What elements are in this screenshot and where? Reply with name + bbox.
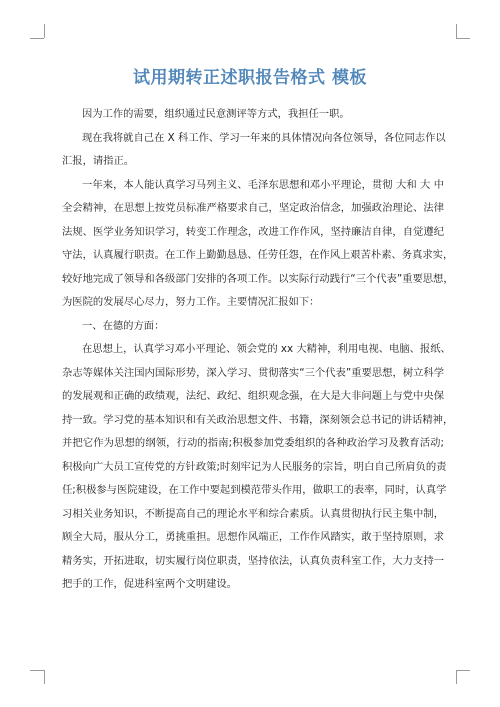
paragraph-line: 精务实，开拓进取，切实履行岗位职责，坚持依法，认真负责科室工作，大力支持一 — [62, 554, 444, 567]
paragraph-line: 守法，认真履行职责。在工作上勤勤恳恳、任劳任怨，在作风上艰苦朴素、务真求实， — [62, 249, 454, 261]
paragraph-line: 顾全大局，服从分工，勇挑重担。思想作风端正，工作作风踏实，敢于坚持原则，求 — [62, 531, 444, 543]
paragraph-line: 在思想上，认真学习邓小平理论、领会党的 xx 大精神，利用电视、电脑、报纸、 — [82, 343, 451, 355]
paragraph — [62, 338, 454, 597]
paragraph-line: 汇报，请指正。 — [62, 155, 135, 167]
paragraph — [62, 103, 444, 127]
paragraph-line: 法规、医学业务知识学习，转变工作理念，改进工作作风，坚持廉洁自律，自觉遵纪 — [62, 225, 444, 238]
paragraph-line: 积极向广大员工宣传党的方针政策;时刻牢记为人民服务的宗旨，明白自己所肩负的责 — [62, 460, 447, 473]
paragraph-line: 任;积极参与医院建设，在工作中要起到模范带头作用，做职工的表率，同时，认真学 — [62, 484, 447, 496]
paragraph-line: 一、在德的方面： — [82, 319, 165, 332]
paragraph-line: 一年来，本人能认真学习马列主义、毛泽东思想和邓小平理论，贯彻 大和 大 中 — [82, 178, 444, 191]
paragraph-line: 为医院的发展尽心尽力，努力工作。主要情况汇报如下： — [62, 296, 320, 308]
paragraph-line: 并把它作为思想的纲领，行动的指南;积极参加党委组织的各种政治学习及教育活动; — [62, 437, 444, 449]
paragraph — [62, 127, 444, 174]
paragraph-line: 全会精神，在思想上按党员标准严格要求自己，坚定政治信念，加强政治理论、法律 — [62, 202, 444, 214]
paragraph-line: 把手的工作，促进科室两个文明建设。 — [62, 578, 238, 590]
document-title: 试用期转正述职报告格式 模板 — [133, 68, 367, 88]
paragraph-line: 较好地完成了领导和各级部门安排的各项工作。以实际行动践行“三个代表”重要思想， — [62, 272, 454, 285]
paragraph — [62, 315, 444, 339]
paragraph-line: 的发展观和正确的政绩观，法纪、政纪、组织观念强，在大是大非问题上与党中央保 — [62, 390, 444, 402]
paragraph-line: 杂志等媒体关注国内国际形势，深入学习、贯彻落实“三个代表”重要思想，树立科学 — [62, 366, 444, 379]
paragraph-line: 因为工作的需要，组织通过民意测评等方式，我担任一职。 — [82, 108, 350, 120]
document-body — [62, 103, 454, 597]
paragraph-line: 现在我将就自己在 X 科工作、学习一年来的具体情况向各位领导，各位同志作以 — [82, 131, 446, 144]
paragraph-line: 习相关业务知识，不断提高自己的理论水平和综合素质。认真贯彻执行民主集中制， — [62, 507, 444, 520]
paragraph-line: 持一致。学习党的基本知识和有关政治思想文件、书籍，深刻领会总书记的讲话精神， — [62, 413, 454, 426]
paragraph — [62, 174, 454, 315]
